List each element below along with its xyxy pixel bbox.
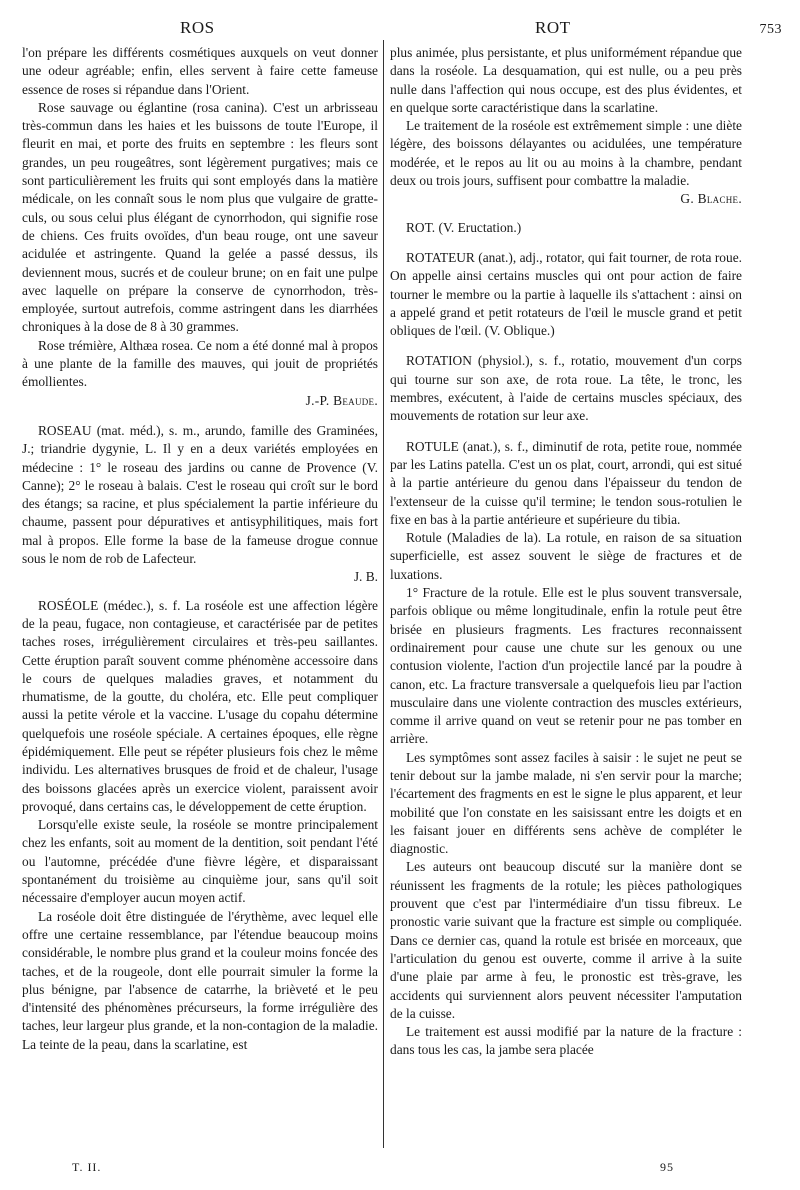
right-column xyxy=(390,44,742,1060)
entry-roseole-cont: plus animée, plus persistante, et plus uniformément répandue que dans la roséole. La desquamation, qui est nulle, ou a peu près nulle dans l'affection qui nous occupe, est des plus évidentes, et en quelque sorte caractéristique dans la scarlatine. xyxy=(390,45,742,115)
entry-rotule-traitement: Le traitement est aussi modifié par la nature de la fracture : dans tous les cas, la jambe sera placée xyxy=(390,1024,742,1058)
entry-rot: ROT. (V. Eructation.) xyxy=(406,219,522,235)
column-divider xyxy=(383,40,384,1148)
entry-rotule-pronostic: Les auteurs ont beaucoup discuté sur la manière dont se réunissent les fragments de la rotule; les pièces pathologiques prouvent que c'est par l'intermédiaire d'un tissu fibreux. Le pronostic varie suivant que la fracture est simple ou compliquée. Dans ce dernier cas, quand la rotule est brisée en morceaux, que l'articulation du genou est ouverte, comme il arrive à la suite d'une plaie par arme à feu, le pronostic est très-grave, les accidents qui surviennent alors peuvent nécessiter l'amputation de la cuisse. xyxy=(390,859,742,1021)
entry-rotule-maladies: Rotule (Maladies de la). La rotule, en raison de sa situation superficielle, est assez souvent le siège de fractures et de luxations. xyxy=(390,530,742,582)
entry-rotule-fracture: 1° Fracture de la rotule. Elle est le plus souvent transversale, parfois oblique ou même longitudinale, enfin la rotule peut être brisée en plusieurs fragments. Les fractures reconnaissent ordinairement pour cause une chute sur les genoux ou une contusion violente, l'action d'un projectile lancé par la poudre à canon, etc. La fracture transversale a quelquefois lieu par l'action musculaire dans une violente contraction des muscles extérieurs, comme il arrive quand on veut se retenir pour ne pas tomber en arrière. xyxy=(390,585,742,747)
entry-rotateur: ROTATEUR (anat.), adj., rotator, qui fait tourner, de rota roue. On appelle ainsi certains muscles qui ont pour action de faire tourner le membre ou la partie à laquelle ils s'attachent : ainsi on a appelé grand et petit rotateurs de l'œil le muscle grand et petit obliques de l'œil. (V. Oblique.) xyxy=(390,249,742,339)
author-signature: J. B. xyxy=(353,569,378,585)
entry-rotule: ROTULE (anat.), s. f., diminutif de rota, petite roue, nommée par les Latins patella. C'est un os plat, court, arrondi, qui est situé à la partie antérieure du genou dans l'épaisseur du tendon de l'extenseur de la cuisse qu'il termine; le tendon sous-rotulien le fixe en bas à la partie antérieure et supérieure du tibia. xyxy=(390,438,742,527)
author-signature: J.-P. Beaude. xyxy=(305,392,378,408)
footer-signature-mark: 95 xyxy=(660,1160,674,1174)
entry-rose-tremiere: Rose trémière, Althæa rosea. Ce nom a été donné mal à propos à une plante de la famille des mauves, qui jouit de propriétés émollientes. xyxy=(22,337,378,390)
entry-roseole: ROSÉOLE (médec.), s. f. La roséole est une affection légère de la peau, fugace, non contagieuse, et caractérisée par de petites taches roses, irrégulièrement circulaires et très-peu saillantes. Cette éruption paraît souvent comme phénomène accessoire dans le cours de quelques maladies graves, et notamment du rhumatisme, de la goutte, du choléra, etc. Elle peut compliquer aussi la petite vérole et la vaccine. L'usage du copahu détermine quelquefois une roséole spéciale. A certaines époques, elle règne épidémiquement. Elle peut se répéter plusieurs fois chez le même individu. Les alternatives brusques de froid et de chaleur, l'usage des boissons glacées après un exercice violent, paraissent avoir provoqué, dans certains cas, le développement de cette éruption. xyxy=(22,597,378,814)
page-number: 753 xyxy=(759,22,782,37)
entry-roseau: ROSEAU (mat. méd.), s. m., arundo, famille des Graminées, J.; triandrie dygynie, L. Il y en a deux variétés employées en médecine : 1° le roseau des jardins ou canne de Provence (V. Canne); 2° le roseau à balais. C'est le roseau qui croît sur le bord des étangs; sa racine, et plus spécialement la partie inférieure du chaume, passent pour dépuratives et antisyphilitiques, mais fort mal à propos. Elle forme la base de la fameuse drogue connue sous le nom de rob de Lafecteur. xyxy=(22,422,378,567)
footer-volume: T. II. xyxy=(72,1160,102,1174)
entry-roseole-para: Lorsqu'elle existe seule, la roséole se montre principalement chez les enfants, soit au moment de la dentition, soit pendant l'été ou l'automne, précédée d'une fièvre légère, et disparaissant spontanément du troisième au cinquième jour, sans qu'il soit nécessaire d'employer aucun moyen actif. xyxy=(22,817,378,906)
author-signature: G. Blache. xyxy=(680,191,742,207)
entry-rotule-symptomes: Les symptômes sont assez faciles à saisir : le sujet ne peut se tenir debout sur la jambe malade, ni s'en servir pour la marche; l'écartement des fragments en est le signe le plus apparent, et leur mobilité que l'on constate en les saisissant entre les doigts et en les faisant jouer en différents sens achève de compléter le diagnostic. xyxy=(390,749,742,857)
entry-rotation: ROTATION (physiol.), s. f., rotatio, mouvement d'un corps qui tourne sur son axe, de rota roue. La tête, le tronc, les membres, exécutent, à l'aide de certains muscles spéciaux, des mouvements de rotation sur leur axe. xyxy=(390,353,742,424)
entry-rose-end: l'on prépare les différents cosmétiques auxquels on veut donner une odeur agréable; enfin, elles servent à faire cette fameuse essence de roses si répandue dans l'Orient. xyxy=(22,45,378,97)
entry-roseole-treatment: Le traitement de la roséole est extrêmement simple : une diète légère, des boissons délayantes ou acidulées, une température modérée, et le repos au lit ou au moins à la chambre, pendant deux ou trois jours, suffisent pour combattre la maladie. xyxy=(390,118,742,189)
entry-roseole-para: La roséole doit être distinguée de l'érythème, avec lequel elle offre une certaine ressemblance, par l'étendue beaucoup moins considérable, le nombre plus grand et la couleur moins foncée des taches, et de la rougeole, dont elle pourrait simuler la forme la plus bénigne, par l'absence de catarrhe, la brièveté et le peu d'intensité des phénomènes précurseurs, la forme irrégulière des taches, leur largeur plus grande, et la non-contagion de la maladie. La teinte de la peau, dans la scarlatine, est xyxy=(22,908,378,1052)
entry-rose-sauvage: Rose sauvage ou églantine (rosa canina). C'est un arbrisseau très-commun dans les haies et les buissons de toute l'Europe, il fleurit en mai, et porte des fruits en septembre : les fleurs sont grandes, un peu rougeâtres, sont légèrement purgatives; mais ce sont particulièrement les fruits qui sont employés dans la matière médicale, on les connaît sous le nom plus que vulgaire de gratte-culs, ou sous celui plus élégant de cynorrhodon, qui signifie rose de chiens. Ces fruits ovoïdes, d'un beau rouge, ont une saveur acidulée et astringente. Quand la gelée a passé dessus, ils deviennent mous, sucrés et de couleur brune; on en fait une pulpe avec laquelle on prépare la conserve de cynorrhodon, très-employée, surtout autrefois, comme astringent dans les diarrhées chroniques à la dose de 8 à 30 grammes. xyxy=(22,99,378,335)
left-column xyxy=(22,44,378,1054)
running-head-right: ROT xyxy=(535,18,571,37)
running-head-left: ROS xyxy=(180,18,215,37)
